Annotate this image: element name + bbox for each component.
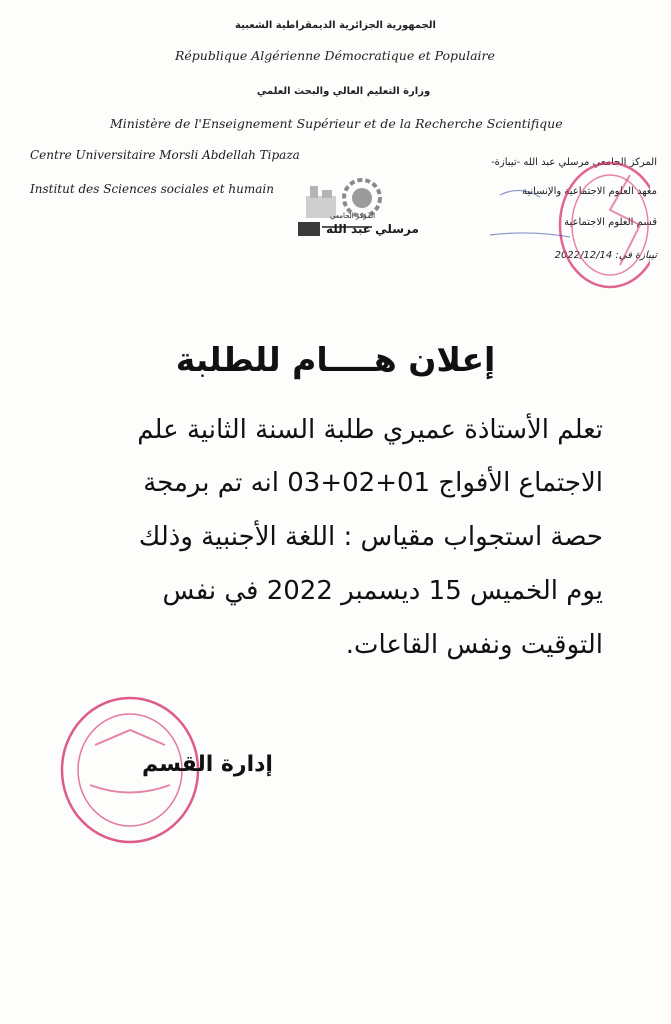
signature-department: إدارة القسم	[142, 752, 273, 777]
ministry-arabic: وزارة التعليم العالي والبحث العلمي	[256, 86, 431, 97]
announcement-line-5: التوقيت ونفس القاعات.	[345, 630, 603, 660]
ministry-french: Ministère de l'Enseignement Supérieur et de la Recherche Scientifique	[110, 116, 563, 131]
logo-caption: المركز الجامعي	[330, 212, 376, 220]
department-arabic: قسم العلوم الاجتماعية	[564, 217, 657, 228]
institut-french: Institut des Sciences sociales et humain	[30, 182, 274, 196]
announcement-line-1: تعلم الأستاذة عميري طلبة السنة الثانية علم	[137, 415, 603, 445]
logo-name: مرسلي عبد الله	[326, 222, 419, 236]
centre-french: Centre Universitaire Morsli Abdellah Tipaza	[30, 148, 300, 162]
announcement-title: إعلان هــــام للطلبة	[175, 340, 496, 379]
republic-french: République Algérienne Démocratique et Populaire	[175, 48, 495, 63]
announcement-line-3: حصة استجواب مقياس : اللغة الأجنبية وذلك	[138, 522, 603, 552]
institut-arabic: معهد العلوم الاجتماعية والإنسانية	[522, 186, 657, 197]
republic-arabic: الجمهورية الجزائرية الديمقراطية الشعبية	[235, 20, 436, 31]
date-line: تيبازة في: 2022/12/14	[554, 250, 657, 261]
centre-arabic: المركز الجامعي مرسلي عبد الله -تيبازة-	[491, 157, 657, 168]
announcement-line-4: يوم الخميس 15 ديسمبر 2022 في نفس	[162, 576, 603, 606]
institute-stamp-icon	[480, 155, 650, 293]
announcement-line-2: الاجتماع الأفواج 01+02+03 انه تم برمجة	[143, 468, 603, 498]
